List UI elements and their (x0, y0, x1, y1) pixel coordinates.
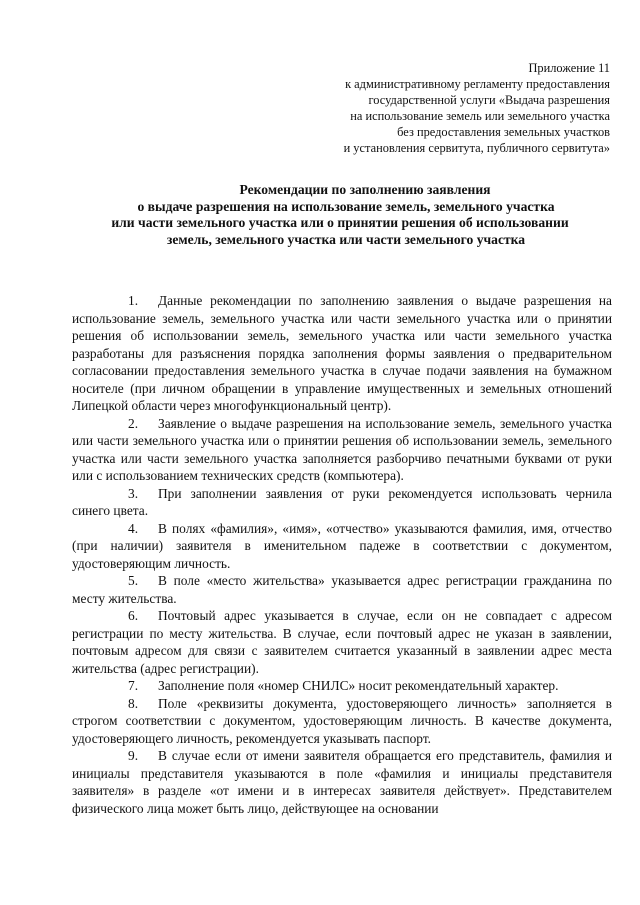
paragraph-number: 3. (128, 485, 139, 501)
paragraph-text: Почтовый адрес указывается в случае, если он не совпадает с адресом регистрации по месту жительства. В случае, если почтовый адрес не указан в заявлении, почтовым адресом для связи с заявителем считается указанный в заявлении адрес места жительства (адрес регистрации). (72, 608, 612, 676)
title-line: о выдаче разрешения на использование земель, земельного участка (137, 198, 555, 214)
paragraph-6 (72, 607, 612, 677)
paragraph-9 (72, 747, 612, 817)
paragraph-7 (72, 677, 612, 695)
paragraph-number: 1. (128, 293, 139, 308)
appendix-line: к административному регламенту предоставления (345, 77, 610, 91)
paragraph-5 (72, 572, 612, 607)
paragraph-2 (72, 415, 612, 485)
appendix-line: государственной услуги «Выдача разрешения (368, 93, 610, 107)
paragraph-number: 7. (128, 678, 139, 693)
paragraph-text: Поле «реквизиты документа, удостоверяющего личность» заполняется в строгом соответствии с документом, удостоверяющим личность. В качестве документа, удостоверяющего личность, рекомендуется указывать паспорт. (72, 695, 612, 746)
document-body (72, 292, 612, 817)
appendix-header (290, 60, 610, 156)
paragraph-text: Заполнение поля «номер СНИЛС» носит рекомендательный характер. (158, 678, 559, 693)
paragraph-text: В поле «место жительства» указывается адрес регистрации гражданина по месту жительства. (72, 573, 612, 606)
appendix-line: Приложение 11 (528, 61, 610, 75)
paragraph-1 (72, 292, 612, 415)
title-line: или части земельного участка или о принятии решения об использовании (111, 215, 569, 231)
paragraph-text: В случае если от имени заявителя обращается его представитель, фамилия и инициалы представителя указываются в поле «фамилия и инициалы представителя заявителя» в разделе «от имени и в интересах заявителя действует». Представителем физического лица может быть лицо, действующее на основании (72, 748, 612, 816)
paragraph-text: Данные рекомендации по заполнению заявления о выдаче разрешения на использование земель, земельного участка или части земельного участка или о принятии решения об использовании земель, земельного участка или части земельного участка разработаны для разъяснения порядка заполнения формы заявления о предварительном согласовании предоставления земельного участка в случае подачи заявления на бумажном носителе (при личном обращении в управление имущественных и земельных отношений Липецкой области через многофункциональный центр). (72, 293, 612, 413)
paragraph-number: 8. (128, 695, 139, 711)
paragraph-8 (72, 695, 612, 748)
paragraph-text: Заявление о выдаче разрешения на использование земель, земельного участка или части земельного участка или о принятии решения об использовании земель, земельного участка или части земельного участка заполняется разборчиво печатными буквами от руки или с использованием технических средств (компьютера). (72, 415, 612, 483)
title-line: Рекомендации по заполнению заявления (239, 182, 491, 197)
paragraph-3 (72, 485, 612, 520)
document-title (40, 182, 640, 248)
paragraph-text: При заполнении заявления от руки рекомендуется использовать чернила синего цвета. (72, 485, 612, 518)
title-line: земель, земельного участка или части земельного участка (166, 231, 526, 247)
paragraph-number: 2. (128, 415, 139, 431)
appendix-line: на использование земель или земельного участка (350, 109, 610, 123)
appendix-line: без предоставления земельных участков (397, 125, 610, 139)
paragraph-number: 4. (128, 520, 139, 536)
paragraph-4 (72, 520, 612, 573)
paragraph-number: 9. (128, 748, 139, 763)
appendix-line: и установления сервитута, публичного сервитута» (343, 141, 610, 155)
paragraph-text: В полях «фамилия», «имя», «отчество» указываются фамилия, имя, отчество (при наличии) заявителя в именительном падеже в соответствии с документом, удостоверяющим личность. (72, 520, 612, 571)
paragraph-number: 6. (128, 608, 139, 623)
paragraph-number: 5. (128, 573, 139, 588)
